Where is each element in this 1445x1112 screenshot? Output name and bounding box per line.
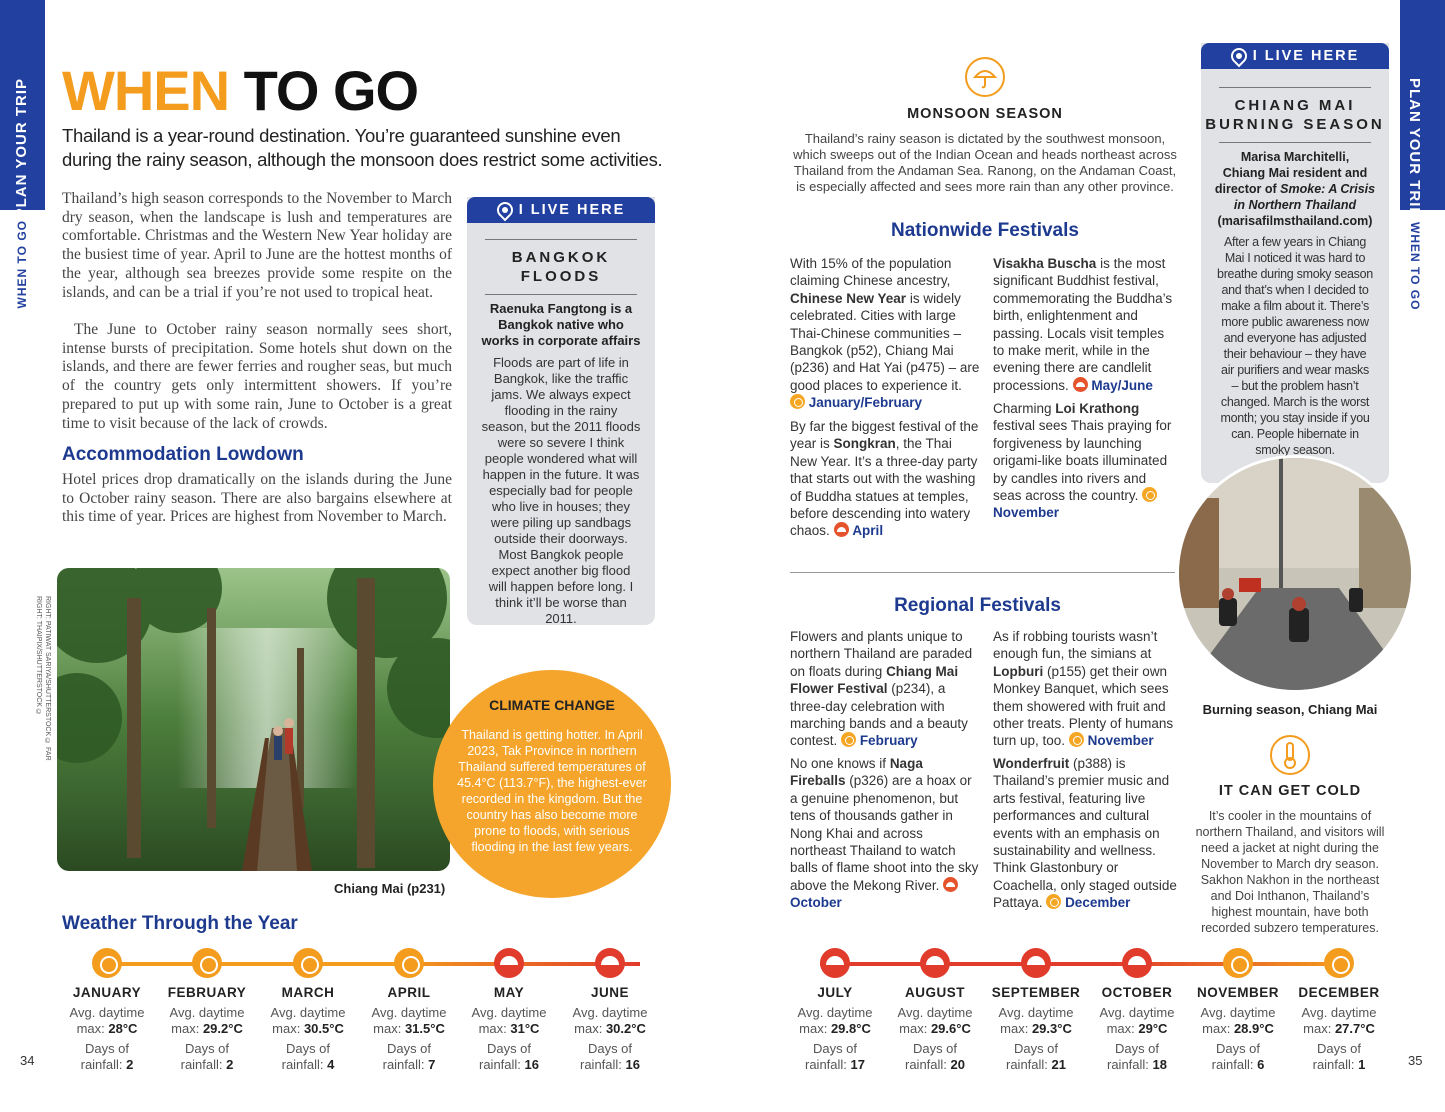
max-temp: max: 27.7°C <box>1303 1021 1375 1036</box>
accommodation-heading: Accommodation Lowdown <box>62 444 304 465</box>
regional-festivals-heading: Regional Festivals <box>894 595 1061 616</box>
days-label: Days of <box>812 1041 858 1056</box>
days-label: Days of <box>386 1041 432 1056</box>
cold-heading: IT CAN GET COLD <box>1218 783 1362 799</box>
avg-label: Avg. daytime <box>471 1005 547 1020</box>
festival-lopburi: As if robbing tourists wasn’t enough fun, the simians at Lopburi (p155) get their own Monkey Banquet, which sees them showered with fruit and other treats. Plenty of humans turn up, too. November <box>993 629 1174 749</box>
accommodation-text: Hotel prices drop dramatically on the islands during the June to October rainy season. There are also bargains elsewhere at this time of year. Prices are highest from November to March. <box>62 471 452 526</box>
month-name: SEPTEMBER <box>991 985 1081 1000</box>
rain-icon <box>1073 377 1088 392</box>
month-name: AUGUST <box>905 985 965 1000</box>
month-column <box>1289 985 1389 1073</box>
avg-label: Avg. daytime <box>169 1005 245 1020</box>
sun-icon <box>192 948 222 978</box>
month-column <box>785 985 885 1073</box>
festival-chinese-new-year: With 15% of the population claiming Chinese ancestry, Chinese New Year is widely celebrated. Cities with large Thai-Chinese communities – Bangkok (p52), Chiang Mai (p236) and Hat Yai (p475) – are good places to experience it. January/February <box>790 256 980 411</box>
max-temp: max: 29.3°C <box>1000 1021 1072 1036</box>
festival-naga-fireballs: No one knows if Naga Fireballs (p326) are a hoax or a genuine phenomenon, but tens of thousands gather in Nong Khai and across northeast Thailand to watch balls of flame shoot into the sky above the Mekong River. October <box>790 756 979 911</box>
avg-label: Avg. daytime <box>572 1005 648 1020</box>
sun-icon <box>394 948 424 978</box>
intro-text: Thailand is a year-round destination. You’re guaranteed sunshine even during the rainy season, although the monsoon does restrict some activities. <box>62 125 663 170</box>
rain-icon <box>1021 948 1051 978</box>
location-pin-icon <box>1227 45 1250 68</box>
days-label: Days of <box>184 1041 230 1056</box>
month-column <box>1188 985 1288 1073</box>
nationwide-festivals-heading: Nationwide Festivals <box>891 220 1079 241</box>
max-temp: max: 28.9°C <box>1202 1021 1274 1036</box>
rain-icon <box>943 877 958 892</box>
photo-credit: RIGHT: PATIWAT SARIYA/SHUTTERSTOCK © FAR RIGHT: THAIPIX/SHUTTERSTOCK © <box>35 596 51 761</box>
days-label: Days of <box>587 1041 633 1056</box>
body-paragraph-1: Thailand’s high season corresponds to the November to March dry season, when the landscape is lush and temperatures are comfortable. Christmas and the Western New Year holiday are the busiest time of year. April to June are the hottest months of the year, although sea breezes provide some respite on the islands, and can be a trial if you’re not used to tropical heat. <box>62 190 452 301</box>
avg-label: Avg. daytime <box>1301 1005 1377 1020</box>
card-title: BANGKOK FLOODS <box>511 249 611 285</box>
page-number-left: 34 <box>20 1053 35 1068</box>
days-label: Days of <box>84 1041 130 1056</box>
days-label: Days of <box>1013 1041 1059 1056</box>
bangkok-live-here-card <box>467 197 655 625</box>
rain-days: rainfall: 16 <box>580 1057 640 1072</box>
card-author: Raenuka Fangtong is a Bangkok native who works in corporate affairs <box>481 301 641 348</box>
page-title: WHEN TO GO <box>62 59 419 122</box>
rain-days: rainfall: 20 <box>905 1057 965 1072</box>
festival-wonderfruit: Wonderfruit (p388) is Thailand’s premier music and arts festival, featuring live performances and cultural events with an emphasis on sustainability and wellness. Think Glastonbury or Coachella, only staged outside Pattaya. December <box>993 756 1177 911</box>
days-label: Days of <box>1316 1041 1362 1056</box>
climate-heading: CLIMATE CHANGE <box>489 697 615 713</box>
location-pin-icon <box>493 199 516 222</box>
month-name: FEBRUARY <box>167 985 247 1000</box>
weather-heading: Weather Through the Year <box>62 913 298 934</box>
rain-days: rainfall: 7 <box>382 1057 436 1072</box>
avg-label: Avg. daytime <box>1099 1005 1175 1020</box>
sun-icon <box>293 948 323 978</box>
rain-days: rainfall: 6 <box>1211 1057 1265 1072</box>
card-title: CHIANG MAI BURNING SEASON <box>1205 97 1385 133</box>
left-tab-label: PLAN YOUR TRIP <box>13 78 30 219</box>
right-section-label: WHEN TO GO <box>1408 222 1422 311</box>
sun-icon <box>92 948 122 978</box>
avg-label: Avg. daytime <box>998 1005 1074 1020</box>
page-number-right: 35 <box>1408 1053 1423 1068</box>
rain-icon <box>595 948 625 978</box>
weather-timeline-right <box>820 962 1350 966</box>
avg-label: Avg. daytime <box>371 1005 447 1020</box>
cold-text: It’s cooler in the mountains of northern Thailand, and visitors will need a jacket at night during the November to March dry season. Sakhon Nakhon in the northeast and Doi Inthanon, Thailand’s highest mountain, have both recorded subzero temperatures. <box>1195 809 1385 935</box>
chiang-mai-live-here-card <box>1201 43 1389 483</box>
max-temp: max: 30.5°C <box>272 1021 344 1036</box>
month-column <box>885 985 985 1073</box>
rain-days: rainfall: 16 <box>479 1057 539 1072</box>
max-temp: max: 28°C <box>76 1021 138 1036</box>
climate-text: Thailand is getting hotter. In April 2023, Tak Province in northern Thailand suffered temperatures of 45.4°C (113.7°F), the highest-ever recorded in the kingdom. But the country has also become more prone to floods, with serious flooding in the last few years. <box>457 728 647 854</box>
rain-icon <box>920 948 950 978</box>
rain-days: rainfall: 1 <box>1312 1057 1366 1072</box>
month-column <box>258 985 358 1073</box>
days-label: Days of <box>912 1041 958 1056</box>
rain-icon <box>494 948 524 978</box>
thermometer-icon <box>1270 735 1310 775</box>
max-temp: max: 29°C <box>1106 1021 1168 1036</box>
sun-icon <box>790 394 805 409</box>
festival-visakha-buscha: Visakha Buscha is the most significant Buddhist festival, commemorating the Buddha’s birth, enlightenment and passing. Locals visit temples to make merit, while in the evening there are candlelit processions. May/June <box>993 256 1173 393</box>
avg-label: Avg. daytime <box>797 1005 873 1020</box>
rain-days: rainfall: 2 <box>80 1057 134 1072</box>
month-name: OCTOBER <box>1101 985 1173 1000</box>
right-tab-label: PLAN YOUR TRIP <box>1406 78 1423 219</box>
rain-days: rainfall: 4 <box>281 1057 335 1072</box>
month-name: JUNE <box>590 985 629 1000</box>
max-temp: max: 31°C <box>478 1021 540 1036</box>
month-column <box>157 985 257 1073</box>
month-name: NOVEMBER <box>1196 985 1279 1000</box>
left-section-label: WHEN TO GO <box>15 220 29 309</box>
hot-icon <box>834 522 849 537</box>
chiang-mai-forest-photo <box>57 568 450 871</box>
max-temp: max: 29.6°C <box>899 1021 971 1036</box>
sun-icon <box>1324 948 1354 978</box>
rain-days: rainfall: 2 <box>180 1057 234 1072</box>
sun-icon <box>1046 894 1061 909</box>
burning-season-caption: Burning season, Chiang Mai <box>1202 702 1378 717</box>
sun-icon <box>841 732 856 747</box>
avg-label: Avg. daytime <box>270 1005 346 1020</box>
sun-icon <box>1142 487 1157 502</box>
max-temp: max: 29.8°C <box>799 1021 871 1036</box>
days-label: Days of <box>285 1041 331 1056</box>
month-name: JANUARY <box>72 985 142 1000</box>
card-quote: Floods are part of life in Bangkok, like the traffic jams. We always expect flooding in the rainy season, but the 2011 floods were so severe I think people wondered what will happen in the future. It was especially bad for people who live in houses; they were piling up sandbags outside their doorways. Most Bangkok people expect another big flood will happen before long. I think it’ll be worse than 2011. <box>481 355 641 626</box>
festival-flower: Flowers and plants unique to northern Thailand are paraded on floats during Chiang Mai Flower Festival (p234), a three-day celebration with marching bands and a beauty contest. February <box>790 629 973 749</box>
live-here-header: I LIVE HERE <box>467 197 655 223</box>
days-label: Days of <box>1114 1041 1160 1056</box>
avg-label: Avg. daytime <box>897 1005 973 1020</box>
festival-loi-krathong: Charming Loi Krathong festival sees Thais praying for forgiveness by launching origami-like boats illuminated by candles into rivers and seas across the country. November <box>993 401 1172 521</box>
sun-icon <box>1223 948 1253 978</box>
card-author: Marisa Marchitelli, Chiang Mai resident and director of Smoke: A Crisis in Northern Thailand (marisafilmsthailand.com) <box>1214 150 1376 228</box>
max-temp: max: 29.2°C <box>171 1021 243 1036</box>
month-name: MARCH <box>281 985 335 1000</box>
month-name: APRIL <box>387 985 431 1000</box>
month-column <box>57 985 157 1073</box>
month-name: JULY <box>817 985 853 1000</box>
month-column <box>560 985 660 1073</box>
max-temp: max: 30.2°C <box>574 1021 646 1036</box>
burning-season-photo <box>1176 455 1414 693</box>
section-divider <box>790 572 1175 573</box>
sun-icon <box>1069 732 1084 747</box>
month-column <box>1087 985 1187 1073</box>
max-temp: max: 31.5°C <box>373 1021 445 1036</box>
weather-timeline-left <box>95 962 640 966</box>
avg-label: Avg. daytime <box>1200 1005 1276 1020</box>
rain-icon <box>1122 948 1152 978</box>
rain-days: rainfall: 17 <box>805 1057 865 1072</box>
umbrella-icon <box>965 57 1005 97</box>
live-here-header: I LIVE HERE <box>1201 43 1389 69</box>
month-column <box>459 985 559 1073</box>
rain-days: rainfall: 18 <box>1107 1057 1167 1072</box>
month-name: MAY <box>493 985 525 1000</box>
festival-songkran: By far the biggest festival of the year is Songkran, the Thai New Year. It’s a three-day party that starts out with the washing of Buddha statues at temples, before descending into watery chaos. April <box>790 419 979 539</box>
body-paragraph-2: The June to October rainy season normally sees short, intense bursts of precipitation. Some hotels shut down on the islands, and there are fewer ferries and rougher seas, but much of the country gets only intermittent showers. If you’re prepared to put up with some rain, June to October is a great time to visit because of the lack of crowds. <box>62 321 452 432</box>
month-column <box>986 985 1086 1073</box>
rain-days: rainfall: 21 <box>1006 1057 1066 1072</box>
month-column <box>359 985 459 1073</box>
monsoon-text: Thailand’s rainy season is dictated by the southwest monsoon, which sweeps out of the Indian Ocean and heads northeast across Thailand from the Andaman Sea. Ranong, on the Andaman Coast, is especially affected and sees more rain than any other province. <box>793 131 1177 194</box>
month-name: DECEMBER <box>1298 985 1380 1000</box>
avg-label: Avg. daytime <box>69 1005 145 1020</box>
days-label: Days of <box>486 1041 532 1056</box>
days-label: Days of <box>1215 1041 1261 1056</box>
photo-caption: Chiang Mai (p231) <box>334 881 446 896</box>
monsoon-heading: MONSOON SEASON <box>907 106 1063 122</box>
rain-icon <box>820 948 850 978</box>
card-quote: After a few years in Chiang Mai I noticed it was hard to breathe during smoky season and that’s when I decided to make a film about it. There’s more public awareness now and everyone has adjusted their behaviour – they have air purifiers and wear masks – but the problem hasn’t changed. March is the worst month; you stay inside if you can. People hibernate in smoky season. <box>1217 235 1373 457</box>
